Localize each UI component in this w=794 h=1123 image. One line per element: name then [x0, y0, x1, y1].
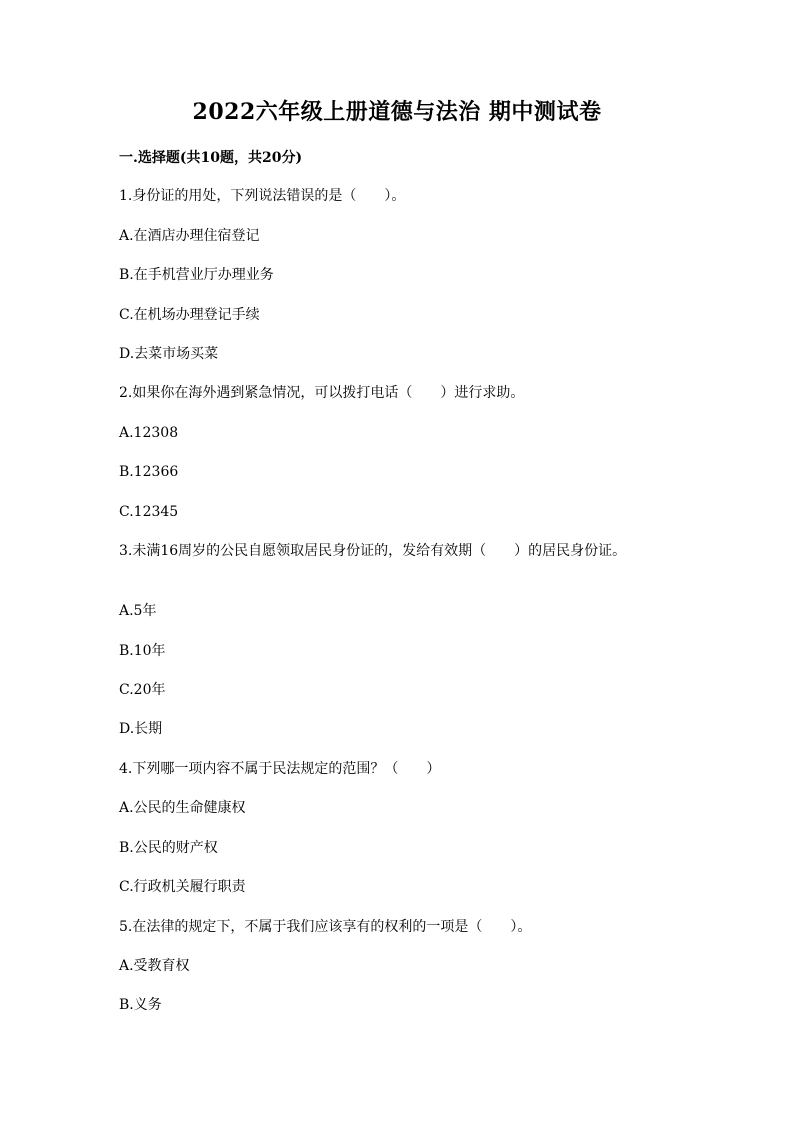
question-1-option-b: B.在手机营业厅办理业务 — [119, 267, 274, 283]
section-heading: 一.选择题(共10题，共20分) — [119, 150, 303, 166]
question-1-option-c: C.在机场办理登记手续 — [119, 307, 260, 323]
question-2-option-b: B.12366 — [119, 464, 179, 480]
question-1-option-d: D.去菜市场买菜 — [119, 346, 219, 362]
question-4-option-b: B.公民的财产权 — [119, 840, 218, 856]
question-1-stem: 1.身份证的用处，下列说法错误的是（ ）。 — [119, 188, 406, 204]
question-2-option-c: C.12345 — [119, 504, 179, 520]
question-5-stem: 5.在法律的规定下，不属于我们应该享有的权利的一项是（ ）。 — [119, 919, 532, 935]
page-title: 2022六年级上册道德与法治 期中测试卷 — [192, 99, 602, 125]
question-3-option-c: C.20年 — [119, 682, 166, 698]
question-5-option-b: B.义务 — [119, 997, 162, 1013]
question-4-option-c: C.行政机关履行职责 — [119, 879, 246, 895]
question-1-option-a: A.在酒店办理住宿登记 — [119, 228, 260, 244]
question-4-option-a: A.公民的生命健康权 — [119, 800, 246, 816]
question-3-option-a: A.5年 — [119, 603, 157, 619]
question-3-option-d: D.长期 — [119, 721, 163, 737]
question-3-stem: 3.未满16周岁的公民自愿领取居民身份证的，发给有效期（ ）的居民身份证。 — [119, 543, 627, 559]
question-2-option-a: A.12308 — [119, 425, 179, 441]
question-3-option-b: B.10年 — [119, 643, 166, 659]
question-2-stem: 2.如果你在海外遇到紧急情况，可以拨打电话（ ）进行求助。 — [119, 385, 525, 401]
question-4-stem: 4.下列哪一项内容不属于民法规定的范围？（ ） — [119, 761, 441, 777]
question-5-option-a: A.受教育权 — [119, 958, 190, 974]
